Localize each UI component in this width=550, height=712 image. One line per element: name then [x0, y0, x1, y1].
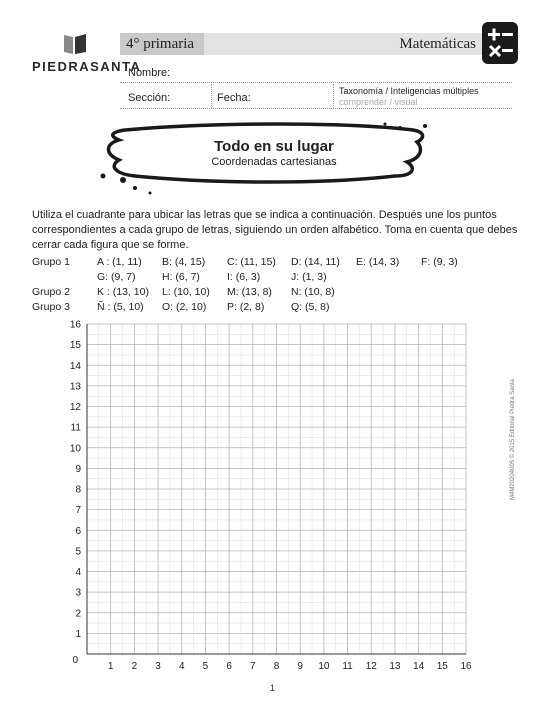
- y-tick-label: 2: [75, 608, 81, 620]
- x-tick-label: 10: [318, 661, 330, 672]
- copyright-credit: M4M20204005 © 2015 Editorial Piedra Santa: [510, 379, 516, 500]
- x-tick-label: 1: [107, 661, 114, 672]
- group-point: M: (13, 8): [227, 286, 272, 298]
- worksheet-subtitle: Coordenadas cartesianas: [211, 156, 337, 168]
- group-point: O: (2, 10): [162, 301, 207, 313]
- y-tick-label: 7: [75, 505, 81, 517]
- group-point: I: (6, 3): [227, 271, 261, 283]
- x-tick-label: 12: [365, 661, 377, 672]
- date-label: Fecha:: [217, 92, 251, 104]
- section-label: Sección:: [128, 92, 171, 104]
- group-point: P: (2, 8): [227, 301, 265, 313]
- group-point: N: (10, 8): [291, 286, 335, 298]
- group-point: Ñ : (5, 10): [97, 301, 144, 313]
- group-point: L: (10, 10): [162, 286, 210, 298]
- group-point: G: (9, 7): [97, 271, 136, 283]
- group-2-label: Grupo 2: [32, 286, 70, 298]
- x-tick-label: 8: [273, 661, 280, 672]
- name-label: Nombre:: [128, 67, 171, 79]
- y-tick-label: 4: [75, 567, 81, 578]
- x-tick-label: 15: [436, 661, 448, 672]
- y-tick-label: 5: [75, 546, 81, 558]
- x-tick-label: 3: [155, 661, 161, 672]
- group-point: D: (14, 11): [291, 256, 340, 268]
- x-tick-label: 14: [413, 661, 425, 672]
- x-tick-label: 13: [389, 661, 401, 672]
- taxonomy-subtitle: comprender / visual: [339, 97, 418, 107]
- x-tick-label: 9: [297, 661, 303, 672]
- x-tick-label: 6: [226, 661, 232, 672]
- group-point: B: (4, 15): [162, 256, 206, 268]
- group-point: F: (9, 3): [421, 256, 458, 268]
- grade-text: 4° primaria: [126, 36, 195, 52]
- y-tick-label: 10: [69, 443, 81, 455]
- x-tick-label: 4: [178, 661, 185, 672]
- publisher-logo: PIEDRASANTA: [32, 59, 142, 74]
- y-tick-label: 12: [69, 402, 81, 413]
- y-tick-label: 6: [75, 525, 81, 537]
- x-tick-label: 5: [202, 661, 209, 672]
- group-point: K : (13, 10): [97, 286, 149, 298]
- group-point: E: (14, 3): [356, 256, 400, 268]
- group-point: H: (6, 7): [162, 271, 200, 283]
- group-point: J: (1, 3): [291, 271, 327, 283]
- x-tick-label: 2: [131, 661, 138, 672]
- x-tick-label: 7: [250, 661, 256, 672]
- y-tick-label: 14: [69, 360, 81, 372]
- y-tick-label: 3: [75, 587, 81, 599]
- y-tick-label: 16: [69, 319, 81, 331]
- y-tick-label: 11: [70, 422, 81, 434]
- x-tick-label: 11: [342, 661, 353, 672]
- group-point: Q: (5, 8): [291, 301, 330, 313]
- taxonomy-label: Taxonomía / Inteligencias múltiples: [339, 86, 479, 96]
- instructions-text: Utiliza el cuadrante para ubicar las letras que se indica a continuación. Después une los puntos correspondientes a cada grupo de letras, siguiendo un orden alfabético. Toma en cuenta que debes cerrar cada figura que se forme.: [32, 209, 518, 251]
- group-point: A : (1, 11): [97, 256, 142, 268]
- subject-label: Matemáticas: [399, 36, 476, 52]
- page-number: 1: [270, 683, 276, 693]
- y-tick-label: 13: [69, 381, 81, 393]
- group-3-label: Grupo 3: [32, 301, 70, 313]
- group-1-label: Grupo 1: [32, 256, 70, 268]
- origin-label: 0: [72, 655, 78, 666]
- y-tick-label: 9: [75, 463, 81, 475]
- group-point: C: (11, 15): [227, 256, 276, 268]
- y-tick-label: 1: [75, 628, 81, 640]
- y-tick-label: 15: [69, 340, 81, 352]
- worksheet-title: Todo en su lugar: [214, 138, 334, 155]
- y-tick-label: 8: [75, 484, 81, 496]
- x-tick-label: 16: [460, 661, 472, 672]
